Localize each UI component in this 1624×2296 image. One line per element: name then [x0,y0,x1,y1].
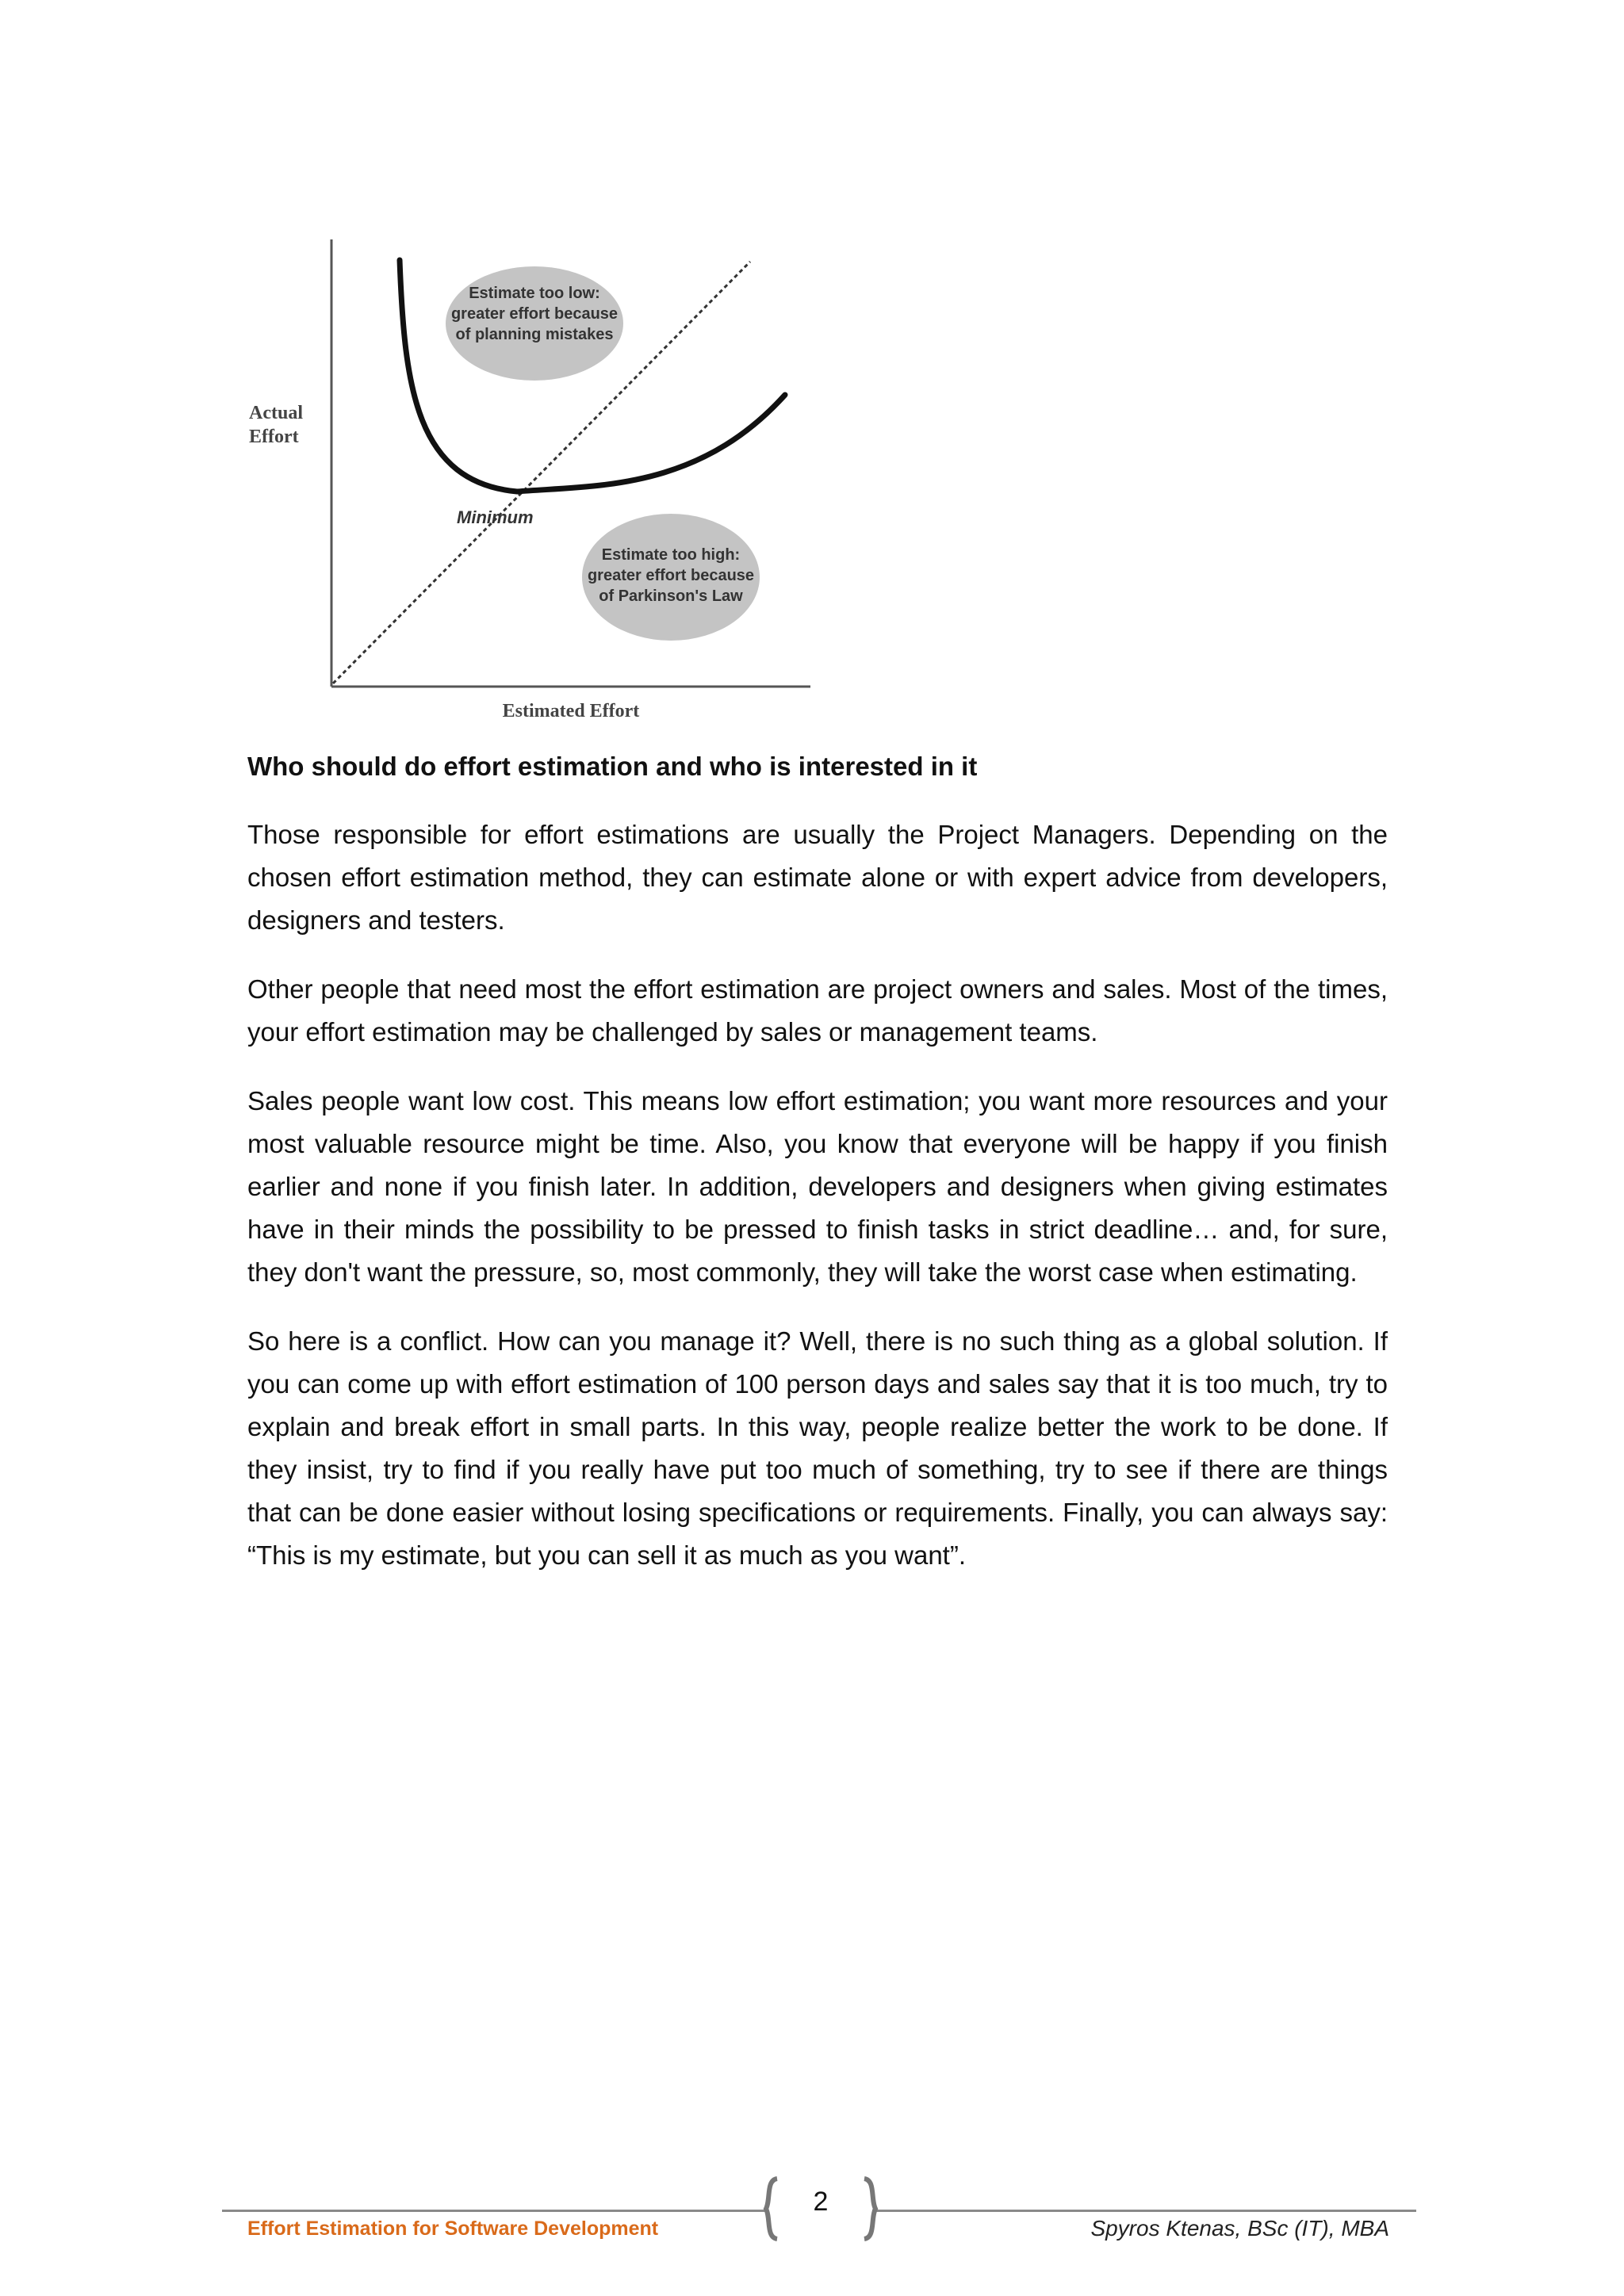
footer-rule-right [872,2210,1416,2212]
page-number-right-bracket [858,2175,882,2242]
bubble-estimate-too-low [446,266,623,381]
paragraph-4: So here is a conflict. How can you manage it? Well, there is no such thing as a global solution. If you can come up with effort estimation of 100 person days and sales say that it is too much, try to explain and break effort in small parts. In this way, people realize better the work to be done. If they insist, try to find if you really have put too much of something, try to see if there are things that can be done easier without losing specifications or requirements. Finally, you can always say: “This is my estimate, but you can sell it as much as you want”. [247,1326,1388,1570]
section-heading: Who should do effort estimation and who is interested in it [247,752,978,781]
effort-chart [238,230,841,737]
paragraph-2: Other people that need most the effort estimation are project owners and sales. Most of the times, your effort estimation may be challenged by sales or management teams. [247,974,1388,1047]
paragraph-1: Those responsible for effort estimations are usually the Project Managers. Depending on the chosen effort estimation method, they can estimate alone or with expert advice from developers, designers and testers. [247,820,1388,935]
section-content [247,745,1388,1603]
page-number: 2 [813,2187,829,2217]
y-axis-label-line-1: Actual [249,403,303,423]
page-number-left-bracket [760,2175,783,2242]
bubble-low-line-2: greater effort because [450,305,619,323]
footer-rule-left [222,2210,768,2212]
y-axis-label-line-2: Effort [249,427,299,447]
effort-estimation-figure [238,230,841,737]
bubble-high-line-2: greater effort because [587,567,755,584]
footer-author: Spyros Ktenas, BSc (IT), MBA [1090,2216,1389,2241]
bubble-low-line-1: Estimate too low: [469,285,600,302]
paragraph-3: Sales people want low cost. This means low effort estimation; you want more resources and your most valuable resource might be time. Also, you know that everyone will be happy if you finish earlier and none if you finish later. In addition, developers and designers when giving estimates have in their minds the possibility to be pressed to finish tasks in strict deadline… and, for sure, they don't want the pressure, so, most commonly, they will take the worst case when estimating. [247,1086,1388,1287]
bubble-high-line-1: Estimate too high: [601,546,741,564]
bubble-high-line-3: of Parkinson's Law [599,587,743,605]
bubble-low-line-3: of planning mistakes [455,326,614,343]
x-axis-label: Estimated Effort [502,701,640,721]
footer-document-title: Effort Estimation for Software Development [247,2218,659,2240]
minimum-label: Minimum [457,507,534,527]
